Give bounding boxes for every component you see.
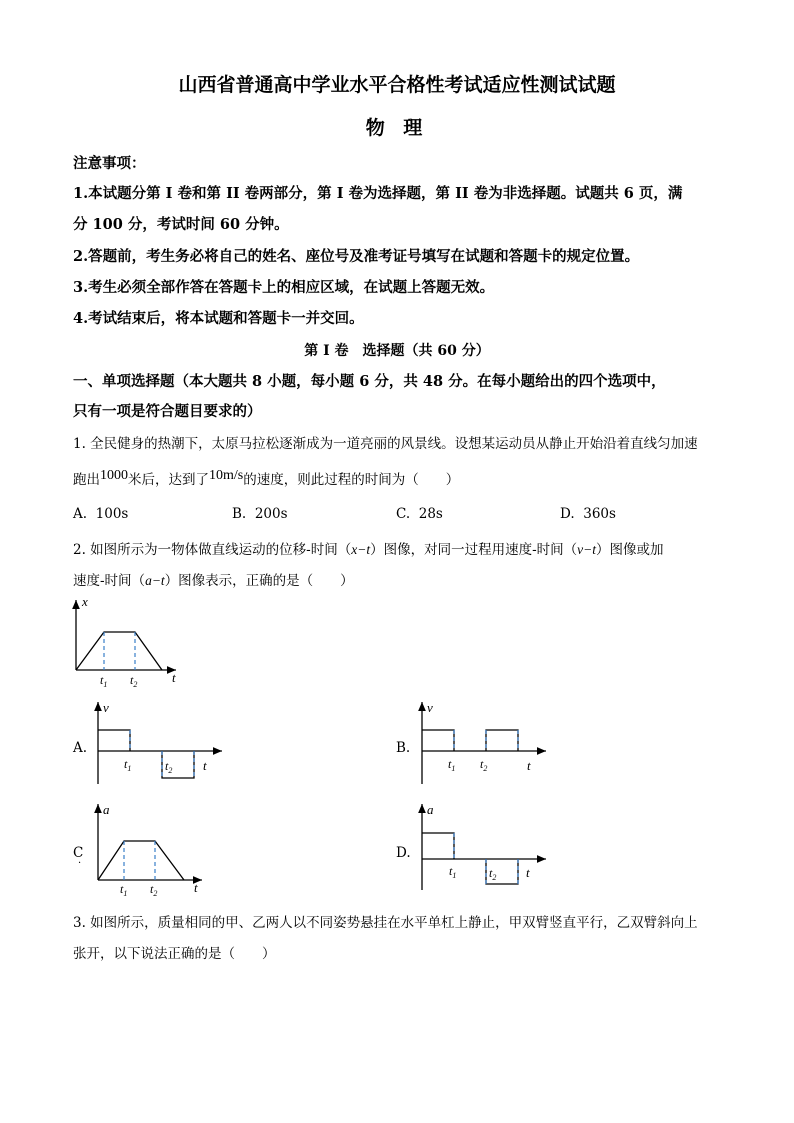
section-title: 第 I 卷 选择题（共 60 分） bbox=[304, 343, 490, 359]
q1-text-c: 的速度，则此过程的时间为（ ） bbox=[243, 472, 460, 488]
part1-heading-line-2: 只有一项是符合题目要求的） bbox=[73, 403, 262, 420]
xt-curve bbox=[76, 632, 162, 670]
svg-text:t: t bbox=[526, 865, 530, 880]
q2-option-b-label[interactable]: B. bbox=[396, 740, 411, 756]
q3-stem-line-1: 3. 如图所示，质量相同的甲、乙两人以不同姿势悬挂在水平单杠上静止，甲双臂竖直平行，乙双臂斜向上 bbox=[73, 915, 698, 931]
page-title: 山西省普通高中学业水平合格性考试适应性测试试题 bbox=[178, 74, 616, 96]
q2-option-d-label[interactable]: D. bbox=[396, 845, 411, 861]
q1-distance: 1000 bbox=[100, 468, 128, 483]
q2-vt: v−t bbox=[577, 542, 597, 557]
q1-stem-line-2 bbox=[73, 468, 459, 489]
notice-item-4: 4.考试结束后，将本试题和答题卡一并交回。 bbox=[73, 310, 364, 327]
q1-option-b[interactable]: B. 200s bbox=[232, 506, 288, 522]
q3-stem-line-2: 张开，以下说法正确的是（ ） bbox=[73, 946, 276, 962]
xt-t1-label: $t_1$ bbox=[100, 673, 108, 689]
svg-text:t2: $t_2$ bbox=[489, 866, 497, 882]
svg-text:t2: $t_2$ bbox=[480, 757, 488, 773]
q1-option-a[interactable]: A. 100s bbox=[73, 506, 129, 522]
svg-text:t1: $t_1$ bbox=[120, 882, 128, 896]
svg-text:v: v bbox=[427, 700, 433, 715]
svg-text:t2: $t_2$ bbox=[165, 759, 173, 775]
xt-t-label: t bbox=[172, 670, 176, 685]
svg-text:t1: $t_1$ bbox=[124, 757, 132, 773]
svg-text:a: a bbox=[103, 802, 110, 817]
q1-text-a: 跑出 bbox=[73, 472, 100, 488]
q2-option-a-graph[interactable] bbox=[88, 698, 228, 786]
notice-item-2: 2.答题前，考生务必将自己的姓名、座位号及准考证号填写在试题和答题卡的规定位置。 bbox=[73, 248, 640, 265]
q1-option-d[interactable]: D. 360s bbox=[560, 506, 616, 522]
q1-speed: 10m/s bbox=[209, 468, 244, 483]
xt-t2-label: $t_2$ bbox=[130, 673, 138, 689]
q2-option-d-graph[interactable] bbox=[412, 800, 552, 896]
q2-option-c-graph[interactable] bbox=[88, 800, 208, 896]
svg-text:t1: $t_1$ bbox=[448, 757, 456, 773]
notice-item-3: 3.考生必须全部作答在答题卡上的相应区域，在试题上答题无效。 bbox=[73, 279, 495, 296]
q2-option-b-graph[interactable] bbox=[412, 698, 552, 786]
q1-stem-line-1: 1. 全民健身的热潮下，太原马拉松逐渐成为一道亮丽的风景线。设想某运动员从静止开始沿着直线匀加速 bbox=[73, 436, 698, 452]
q2-stem-line-2: 速度-时间（a−t）图像表示，正确的是（ ） bbox=[73, 573, 354, 589]
xt-y-label: x bbox=[82, 594, 88, 609]
svg-text:t: t bbox=[203, 758, 207, 773]
q2-option-c-label[interactable]: C bbox=[73, 845, 84, 861]
svg-text:v: v bbox=[103, 700, 109, 715]
svg-text:t: t bbox=[527, 758, 531, 773]
subject-title: 物 理 bbox=[365, 117, 429, 139]
notice-heading: 注意事项： bbox=[73, 155, 146, 172]
q1-text-b: 米后，达到了 bbox=[128, 472, 209, 488]
q2-option-c-dot: · bbox=[78, 858, 82, 869]
q1-option-c[interactable]: C. 28s bbox=[396, 506, 443, 522]
svg-text:t2: $t_2$ bbox=[150, 882, 158, 896]
svg-text:t1: $t_1$ bbox=[449, 864, 457, 880]
part1-heading-line-1: 一、单项选择题（本大题共 8 小题，每小题 6 分，共 48 分。在每小题给出的四个选项中， bbox=[73, 373, 666, 390]
q2-at: a−t bbox=[145, 573, 165, 588]
svg-text:a: a bbox=[427, 802, 434, 817]
q2-xt-graph bbox=[66, 594, 196, 690]
svg-text:t: t bbox=[194, 880, 198, 895]
notice-item-1-line-2: 分 100 分，考试时间 60 分钟。 bbox=[73, 216, 289, 233]
q2-stem-line-1: 2. 如图所示为一物体做直线运动的位移-时间（x−t）图像，对同一过程用速度-时间（v−t）图像或加 bbox=[73, 542, 664, 558]
q2-option-a-label[interactable]: A. bbox=[73, 740, 88, 756]
q2-xt: x−t bbox=[351, 542, 371, 557]
notice-item-1-line-1: 1.本试题分第 I 卷和第 II 卷两部分，第 I 卷为选择题，第 II 卷为非选择题。试题共 6 页，满 bbox=[73, 185, 683, 202]
